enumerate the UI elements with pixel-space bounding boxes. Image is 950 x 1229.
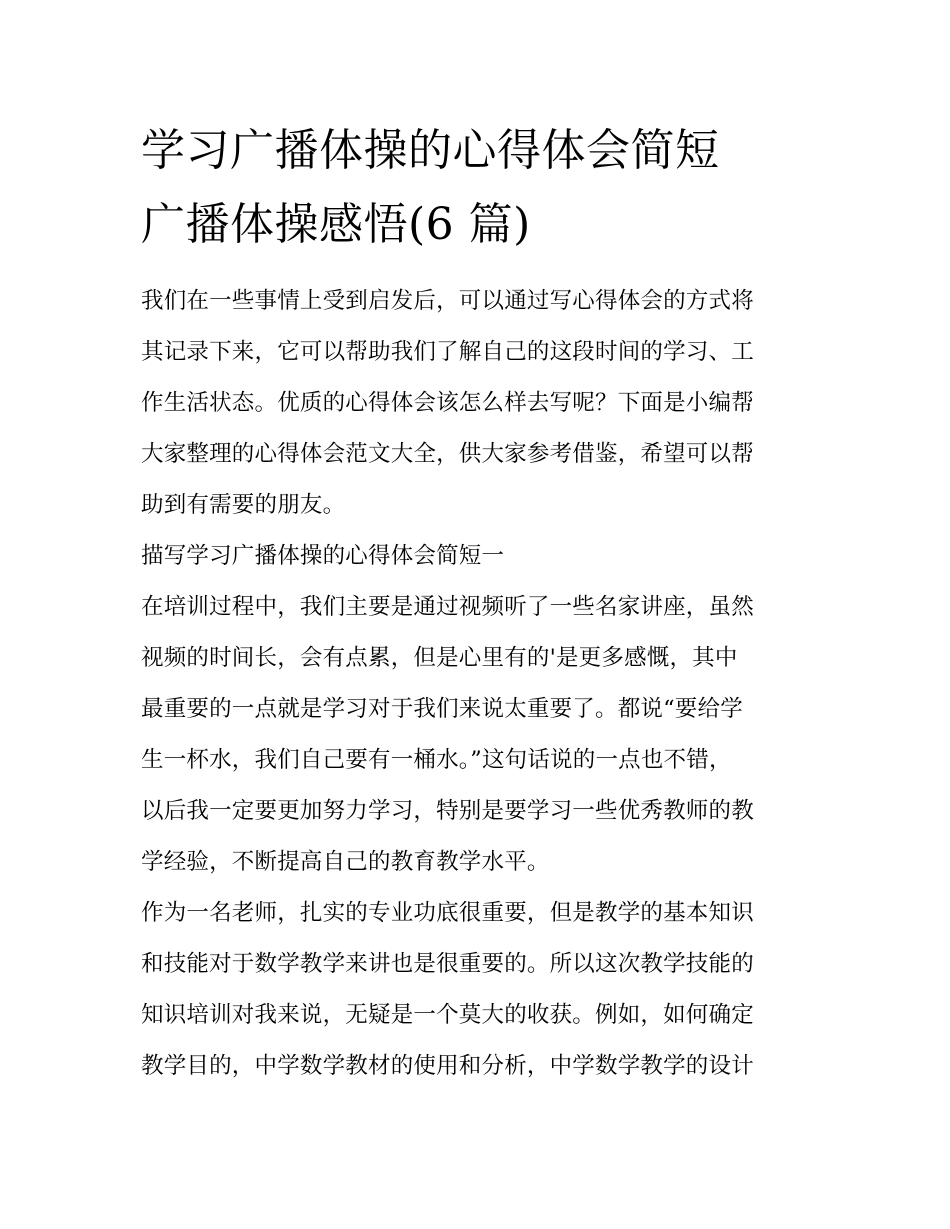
document-body xyxy=(141,276,813,1092)
body-paragraph-2: 作为一名老师，扎实的专业功底很重要，但是教学的基本知识 和技能对于数学教学来讲也是很重要的。所以这次教学技能的 知识培训对我来说，无疑是一个莫大的收获。例如，如何确定 教学目的，中学数学教材的使用和分析，中学数学教学的设计 xyxy=(141,900,754,1079)
document-title: 学习广播体操的心得体会简短 广播体操感悟(6 篇) xyxy=(141,125,720,250)
intro-paragraph: 我们在一些事情上受到启发后，可以通过写心得体会的方式将 其记录下来，它可以帮助我们了解自己的这段时间的学习、工 作生活状态。优质的心得体会该怎么样去写呢？下面是小编帮 大家整理的心得体会范文大全，供大家参考借鉴，希望可以帮 助到有需要的朋友。 xyxy=(141,288,754,518)
body-paragraph-1: 在培训过程中，我们主要是通过视频听了一些名家讲座，虽然 视频的时间长，会有点累，但是心里有的'是更多感慨，其中 最重要的一点就是学习对于我们来说太重要了。都说“要给学 生一杯水，我们自己要有一桶水。”这句话说的一点也不错， 以后我一定要更加努力学习，特别是要学习一些优秀教师的教 学经验，不断提高自己的教育教学水平。 xyxy=(141,594,754,875)
section-heading: 描写学习广播体操的心得体会简短一 xyxy=(141,543,505,569)
